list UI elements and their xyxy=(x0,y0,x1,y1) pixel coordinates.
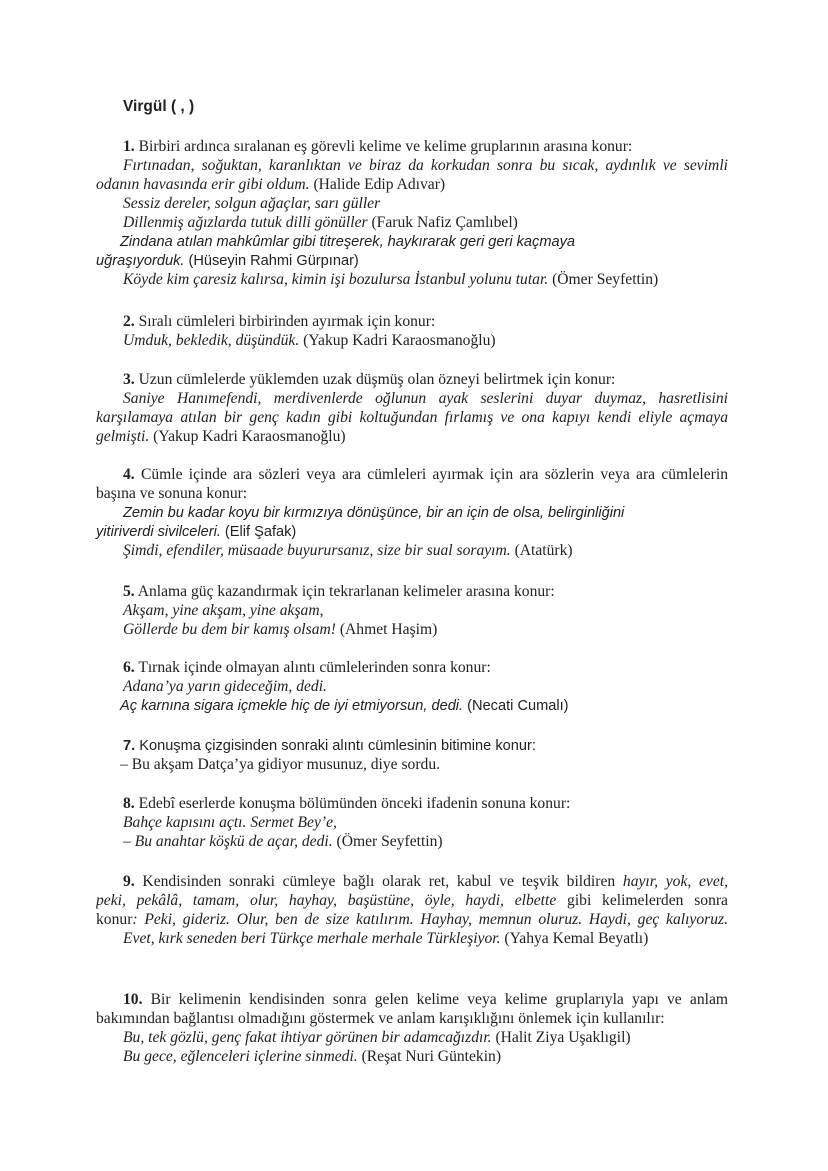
example-line xyxy=(96,522,728,541)
text-segment: konur xyxy=(96,911,133,928)
text-segment: (Ömer Seyfettin) xyxy=(548,271,659,288)
text-segment: Umduk, bekledik, düşündük. xyxy=(123,332,300,349)
text-segment: uğraşıyorduk. xyxy=(96,253,185,269)
text-segment: – Bu anahtar köşkü de açar, dedi. xyxy=(123,833,333,850)
text-segment: (Reşat Nuri Güntekin) xyxy=(357,1048,502,1065)
example-line xyxy=(96,541,728,560)
example-line xyxy=(96,677,728,696)
example-line xyxy=(96,175,728,194)
rule-number: 8. xyxy=(123,795,135,812)
rule-number: 3. xyxy=(123,371,135,388)
text-segment: (Ömer Seyfettin) xyxy=(332,833,443,850)
text-segment: Edebî eserlerde konuşma bölümünden önceki ifadenin sonuna konur: xyxy=(134,795,571,812)
text-segment: Aç karnına sigara içmekle hiç de iyi etmiyorsun, dedi. xyxy=(120,698,464,714)
text-segment: Fırtınadan, soğuktan, karanlıktan ve biraz da korkudan sonra bu sıcak, aydınlık ve sevimli xyxy=(123,157,728,174)
rule-heading xyxy=(96,582,728,601)
rule-section-4 xyxy=(96,465,728,560)
example-line xyxy=(96,910,728,929)
example-line xyxy=(96,389,728,408)
text-segment: Bir kelimenin kendisinden sonra gelen kelime veya kelime gruplarıyla yapı ve anlam xyxy=(142,991,728,1008)
rule-number: 6. xyxy=(123,659,135,676)
text-segment: odanın havasında erir gibi oldum. xyxy=(96,176,310,193)
text-segment: (Hüseyin Rahmi Gürpınar) xyxy=(184,253,359,269)
rule-heading xyxy=(96,990,728,1009)
rule-section-9 xyxy=(96,872,728,948)
text-segment: (Yakup Kadri Karaosmanoğlu) xyxy=(149,428,346,445)
example-line xyxy=(96,696,728,715)
rule-number: 2. xyxy=(123,313,135,330)
example-line xyxy=(96,408,728,427)
rule-heading xyxy=(96,872,728,891)
text-segment: gibi kelimelerden sonra xyxy=(556,892,728,909)
text-segment: Dillenmiş ağızlarda tutuk dilli gönüller xyxy=(123,214,368,231)
example-line xyxy=(96,484,728,503)
text-segment: (Halit Ziya Uşaklıgil) xyxy=(491,1029,631,1046)
text-segment: Şimdi, efendiler, müsaade buyurursanız, size bir sual sorayım. xyxy=(123,542,511,559)
text-segment: Konuşma çizgisinden sonraki alıntı cümlesinin bitimine konur: xyxy=(135,738,536,754)
example-line xyxy=(96,929,728,948)
example-line xyxy=(96,156,728,175)
text-segment: (Yahya Kemal Beyatlı) xyxy=(500,930,649,947)
page-title: Virgül ( , ) xyxy=(123,98,195,115)
text-segment: Tırnak içinde olmayan alıntı cümlelerinden sonra konur: xyxy=(134,659,491,676)
example-line xyxy=(96,620,728,639)
example-line xyxy=(96,832,728,851)
rule-number: 4. xyxy=(123,466,135,483)
text-segment: Adana’ya yarın gideceğim, dedi. xyxy=(123,678,327,695)
text-segment: Evet, kırk seneden beri Türkçe merhale merhale Türkleşiyor. xyxy=(123,930,501,947)
rule-heading xyxy=(96,137,728,156)
text-segment: : Peki, gideriz. Olur, ben de size katılırım. Hayhay, memnun oluruz. Haydi, geç kalıyoruz. xyxy=(132,911,728,928)
text-segment: gelmişti. xyxy=(96,428,150,445)
text-segment: (Necati Cumalı) xyxy=(463,698,569,714)
rule-number: 1. xyxy=(123,138,135,155)
text-segment: Zemin bu kadar koyu bir kırmızıya dönüşünce, bir an için de olsa, belirginliğini xyxy=(123,505,625,521)
text-segment: Kendisinden sonraki cümleye bağlı olarak ret, kabul ve teşvik bildiren xyxy=(134,873,623,890)
rule-section-3 xyxy=(96,370,728,446)
text-segment: (Ahmet Haşim) xyxy=(335,621,438,638)
example-line xyxy=(96,813,728,832)
text-segment: bakımından bağlantısı olmadığını göstermek ve anlam karışıklığını önlemek için kullanılır: xyxy=(96,1010,665,1027)
text-segment: (Faruk Nafiz Çamlıbel) xyxy=(367,214,518,231)
example-line xyxy=(96,331,728,350)
rule-section-1 xyxy=(96,137,728,289)
text-segment: Uzun cümlelerde yüklemden uzak düşmüş olan özneyi belirtmek için konur: xyxy=(134,371,616,388)
text-segment: Sıralı cümleleri birbirinden ayırmak için konur: xyxy=(134,313,436,330)
rule-number: 5. xyxy=(123,583,135,600)
example-line xyxy=(96,755,728,774)
example-line xyxy=(96,213,728,232)
rule-section-6 xyxy=(96,658,728,715)
text-segment: Köyde kim çaresiz kalırsa, kimin işi bozulursa İstanbul yolunu tutar. xyxy=(123,271,549,288)
text-segment: (Elif Şafak) xyxy=(220,524,297,540)
rule-number: 10. xyxy=(123,991,143,1008)
text-segment: peki, pekâlâ, tamam, olur, hayhay, başüstüne, öyle, haydi, elbette xyxy=(96,892,557,909)
example-line xyxy=(96,1009,728,1028)
text-segment: Göllerde bu dem bir kamış olsam! xyxy=(123,621,336,638)
rule-number: 7. xyxy=(123,738,136,754)
text-segment: karşılamaya atılan bir genç kadın gibi koltuğundan fırlamış ve ona kapıyı kendi eliyle açmaya xyxy=(96,409,728,426)
rule-heading xyxy=(96,312,728,331)
rule-section-10 xyxy=(96,990,728,1066)
text-segment: (Atatürk) xyxy=(510,542,573,559)
text-segment: (Halide Edip Adıvar) xyxy=(309,176,446,193)
text-segment: başına ve sonuna konur: xyxy=(96,485,248,502)
text-segment: Birbiri ardınca sıralanan eş görevli kelime ve kelime gruplarının arasına konur: xyxy=(134,138,633,155)
text-segment: (Yakup Kadri Karaosmanoğlu) xyxy=(299,332,496,349)
text-segment: Cümle içinde ara sözleri veya ara cümleleri ayırmak için ara sözlerin veya ara cümlelerin xyxy=(134,466,728,483)
rule-heading xyxy=(96,370,728,389)
example-line xyxy=(96,503,728,522)
rule-section-8 xyxy=(96,794,728,851)
text-segment: Bu, tek gözlü, genç fakat ihtiyar görünen bir adamcağızdır. xyxy=(123,1029,492,1046)
example-line xyxy=(96,251,728,270)
rule-section-5 xyxy=(96,582,728,639)
text-segment: Bahçe kapısını açtı. Sermet Bey’e, xyxy=(123,814,337,831)
example-line xyxy=(96,427,728,446)
example-line xyxy=(96,891,728,910)
text-segment: Sessiz dereler, solgun ağaçlar, sarı güller xyxy=(123,195,381,212)
example-line xyxy=(96,194,728,213)
text-segment: Zindana atılan mahkûmlar gibi titreşerek, haykırarak geri geri kaçmaya xyxy=(120,234,576,250)
rule-heading xyxy=(96,465,728,484)
rule-number: 9. xyxy=(123,873,135,890)
example-line xyxy=(96,270,728,289)
rule-heading xyxy=(96,658,728,677)
example-line xyxy=(96,1028,728,1047)
rule-heading xyxy=(96,794,728,813)
text-segment: – Bu akşam Datça’ya gidiyor musunuz, diye sordu. xyxy=(120,756,441,773)
example-line xyxy=(96,601,728,620)
rule-section-2 xyxy=(96,312,728,350)
text-segment: Anlama güç kazandırmak için tekrarlanan kelimeler arasına konur: xyxy=(134,583,555,600)
text-segment: Bu gece, eğlenceleri içlerine sinmedi. xyxy=(123,1048,358,1065)
text-segment: hayır, yok, evet, xyxy=(622,873,728,890)
example-line xyxy=(96,232,728,251)
text-segment: Akşam, yine akşam, yine akşam, xyxy=(123,602,324,619)
text-segment: Saniye Hanımefendi, merdivenlerde oğlunun ayak seslerini duyar duymaz, hasretlisini xyxy=(123,390,728,407)
rule-heading xyxy=(96,736,728,755)
text-segment: yitiriverdi sivilceleri. xyxy=(96,524,221,540)
example-line xyxy=(96,1047,728,1066)
rule-section-7 xyxy=(96,736,728,774)
